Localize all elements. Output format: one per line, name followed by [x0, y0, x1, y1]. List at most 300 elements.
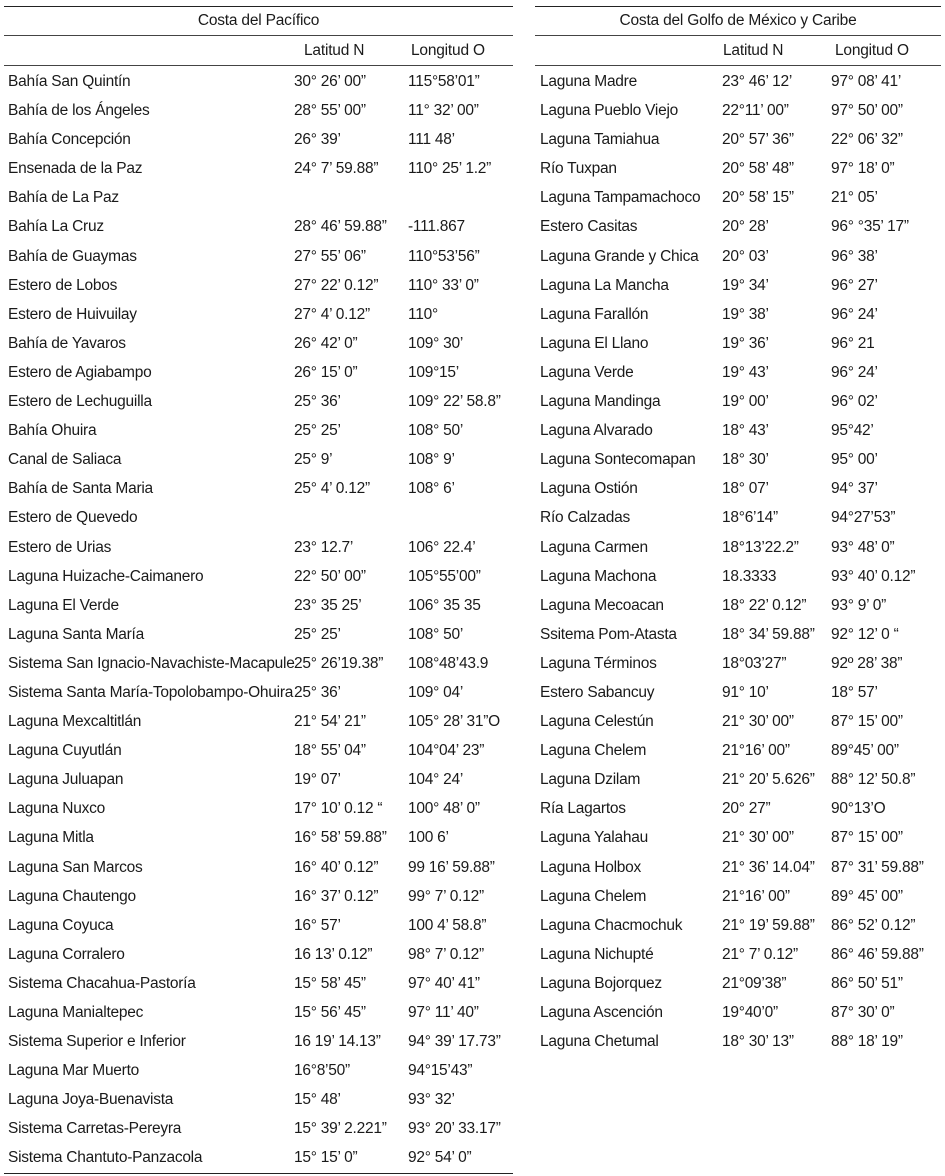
location-name: Ensenada de la Paz [8, 160, 143, 178]
latitude-cell: 20° 28’ [722, 218, 769, 236]
longitude-cell: 110°53’56” [408, 247, 480, 265]
longitude-cell: 108° 9’ [408, 451, 455, 469]
latitude-cell: 22°11’ 00” [722, 102, 789, 120]
longitude-cell: 110° 25’ 1.2” [408, 160, 492, 178]
latitude-cell: 19° 34’ [722, 276, 769, 294]
table-row [535, 67, 941, 96]
location-name: Laguna Tampamachoco [540, 189, 701, 207]
latitude-cell [292, 503, 408, 532]
gulf-rows [535, 67, 941, 1056]
longitude-cell: 109° 30’ [408, 334, 464, 352]
longitude-cell: 115°58’01” [408, 73, 480, 90]
table-row [535, 242, 941, 271]
longitude-cell: 104° 24’ [408, 771, 464, 789]
location-name: Sistema Santa María-Topolobampo-Ohuira [8, 683, 294, 701]
longitude-cell: 92° 12’ 0 “ [831, 625, 899, 643]
location-name: Bahía Concepción [8, 131, 131, 149]
location-name: Laguna Tamiahua [540, 131, 660, 149]
longitude-cell: 96° 27’ [831, 276, 878, 294]
longitude-cell: -111.867 [408, 218, 465, 236]
latitude-cell: 19°40’0” [722, 1004, 778, 1021]
location-name: Laguna Verde [540, 363, 634, 381]
location-name: Laguna Cuyutlán [8, 742, 122, 760]
location-name: Laguna Juluapan [8, 771, 124, 789]
location-name: Laguna Bojorquez [540, 974, 662, 992]
longitude-cell: 96° 24’ [831, 305, 878, 323]
latitude-cell: 23° 35 25’ [294, 596, 362, 614]
location-name: Laguna Mar Muerto [8, 1062, 140, 1080]
table-row [535, 911, 941, 940]
table-row [4, 823, 513, 852]
latitude-cell: 21°16’ 00” [722, 742, 790, 760]
table-row [4, 853, 513, 882]
latitude-cell: 18°03’27” [722, 654, 787, 672]
latitude-cell: 18° 55’ 04” [294, 742, 366, 760]
location-name: Canal de Saliaca [8, 451, 122, 469]
table-row [4, 125, 513, 154]
table-row [535, 212, 941, 241]
location-name: Sistema Superior e Inferior [8, 1033, 186, 1051]
location-name: Laguna Ascención [540, 1004, 663, 1021]
location-name: Bahía de Guaymas [8, 247, 137, 265]
latitude-cell: 22° 50’ 00” [294, 567, 366, 585]
latitude-cell: 21° 54’ 21” [294, 713, 366, 731]
latitude-cell: 19° 43’ [722, 363, 769, 381]
longitude-cell: 108°48’43.9 [408, 654, 489, 672]
latitude-cell: 15° 39’ 2.221” [294, 1120, 387, 1138]
table-row [535, 562, 941, 591]
location-name: Ssitema Pom-Atasta [540, 625, 677, 643]
location-name: Laguna Mexcaltitlán [8, 713, 142, 731]
longitude-cell: 100 4’ 58.8” [408, 916, 487, 934]
longitude-cell: 108° 50’ [408, 625, 464, 643]
longitude-cell: 108° 6’ [408, 480, 455, 498]
longitude-cell: 106° 35 35 [408, 596, 481, 614]
location-name: Bahía de Santa Maria [8, 480, 153, 498]
longitude-cell [408, 183, 513, 212]
header-latitude: Latitud N [723, 42, 784, 59]
latitude-cell: 18.3333 [722, 567, 777, 585]
location-name: Laguna Coyuca [8, 916, 114, 934]
table-row [4, 67, 513, 96]
latitude-cell: 16° 40’ 0.12” [294, 858, 379, 876]
location-name: Laguna Nuxco [8, 800, 105, 818]
table-row [4, 183, 513, 212]
header-name [535, 36, 717, 65]
longitude-cell: 93° 20’ 33.17” [408, 1120, 501, 1138]
latitude-cell: 21° 19’ 59.88” [722, 916, 815, 934]
longitude-cell: 87° 30’ 0” [831, 1004, 895, 1021]
table-row [535, 591, 941, 620]
latitude-cell: 27° 4’ 0.12” [294, 305, 370, 323]
table-row [535, 533, 941, 562]
longitude-cell: 105° 28’ 31”O [408, 713, 500, 731]
location-name: Estero de Lobos [8, 276, 118, 294]
latitude-cell: 16°8’50” [294, 1062, 350, 1080]
table-row [535, 183, 941, 212]
longitude-cell: 94°27’53” [831, 509, 896, 527]
longitude-cell: 11° 32’ 00” [408, 102, 479, 120]
latitude-cell: 30° 26’ 00” [294, 73, 366, 90]
location-name: Estero Casitas [540, 218, 638, 236]
location-name: Estero de Huivuilay [8, 305, 137, 323]
location-name: Laguna Ostión [540, 480, 638, 498]
latitude-cell: 20° 58’ 48” [722, 160, 794, 178]
longitude-cell: 97° 18’ 0” [831, 160, 895, 178]
latitude-cell: 16° 57’ [294, 916, 341, 934]
table-row [535, 649, 941, 678]
table-row [4, 503, 513, 532]
longitude-cell: 87° 15’ 00” [831, 829, 903, 847]
latitude-cell: 17° 10’ 0.12 “ [294, 800, 383, 818]
column-header-row [535, 36, 941, 65]
longitude-cell: 92° 54’ 0” [408, 1149, 472, 1167]
location-name: Bahía de Yavaros [8, 334, 126, 352]
longitude-cell: 18° 57’ [831, 683, 878, 701]
location-name: Bahía de La Paz [8, 189, 119, 207]
table-row [535, 1027, 941, 1056]
latitude-cell: 20° 58’ 15” [722, 189, 794, 207]
location-name: Bahía San Quintín [8, 73, 131, 90]
latitude-cell: 26° 15’ 0” [294, 363, 358, 381]
latitude-cell: 19° 38’ [722, 305, 769, 323]
table-row [4, 474, 513, 503]
longitude-cell: 87° 31’ 59.88” [831, 858, 924, 876]
table-row [535, 736, 941, 765]
table-row [535, 707, 941, 736]
location-name: Laguna El Verde [8, 596, 119, 614]
latitude-cell: 18°13’22.2” [722, 538, 799, 556]
location-name: Laguna Mitla [8, 829, 94, 847]
pacific-coast-table [4, 6, 513, 1174]
longitude-cell: 109°15’ [408, 363, 459, 381]
gulf-caribbean-table [535, 6, 941, 1056]
longitude-cell: 93° 32’ [408, 1091, 455, 1109]
table-row [535, 794, 941, 823]
location-name: Laguna Celestún [540, 713, 654, 731]
location-name: Laguna Joya-Buenavista [8, 1091, 174, 1109]
table-row [535, 969, 941, 998]
table-row [4, 154, 513, 183]
longitude-cell: 86° 52’ 0.12” [831, 916, 916, 934]
table-row [4, 562, 513, 591]
latitude-cell: 18° 22’ 0.12” [722, 596, 807, 614]
location-name: Bahía de los Ángeles [8, 102, 150, 120]
longitude-cell: 97° 50’ 00” [831, 102, 903, 120]
location-name: Estero de Agiabampo [8, 363, 152, 381]
table-row [535, 882, 941, 911]
table-row [4, 591, 513, 620]
header-longitude: Longitud O [411, 42, 485, 59]
table-row [4, 329, 513, 358]
location-name: Laguna Madre [540, 73, 637, 90]
longitude-cell: 109° 04’ [408, 683, 464, 701]
table-row [535, 678, 941, 707]
longitude-cell: 96° 24’ [831, 363, 878, 381]
location-name: Estero Sabancuy [540, 683, 655, 701]
header-latitude: Latitud N [304, 42, 365, 59]
longitude-cell: 94°15’43” [408, 1062, 473, 1080]
table-row [4, 416, 513, 445]
table-row [535, 445, 941, 474]
latitude-cell: 18° 07’ [722, 480, 769, 498]
latitude-cell: 21° 30’ 00” [722, 713, 794, 731]
column-header-row [4, 36, 513, 65]
latitude-cell: 16 19’ 14.13” [294, 1033, 381, 1051]
table-row [535, 387, 941, 416]
latitude-cell: 18° 34’ 59.88” [722, 625, 815, 643]
location-name: Laguna Santa María [8, 625, 144, 643]
latitude-cell: 27° 22’ 0.12” [294, 276, 379, 294]
location-name: Laguna Dzilam [540, 771, 641, 789]
longitude-cell: 93° 9’ 0” [831, 596, 887, 614]
table-row [4, 533, 513, 562]
latitude-cell: 25° 4’ 0.12” [294, 480, 370, 498]
location-name: Laguna Pueblo Viejo [540, 102, 679, 120]
latitude-cell: 15° 48’ [294, 1091, 341, 1109]
latitude-cell: 20° 57’ 36” [722, 131, 794, 149]
pacific-rows [4, 67, 513, 1173]
longitude-cell [408, 503, 513, 532]
table-row [535, 154, 941, 183]
location-name: Bahía Ohuira [8, 422, 97, 440]
latitude-cell: 26° 39’ [294, 131, 341, 149]
longitude-cell: 89° 45’ 00” [831, 887, 903, 905]
location-name: Sistema San Ignacio-Navachiste-Macapule [8, 654, 295, 672]
table-row [4, 969, 513, 998]
location-name: Laguna Chetumal [540, 1033, 659, 1051]
location-name: Laguna Grande y Chica [540, 247, 699, 265]
location-name: Laguna Nichupté [540, 945, 654, 963]
table-row [535, 620, 941, 649]
latitude-cell: 27° 55’ 06” [294, 247, 366, 265]
longitude-cell: 97° 08’ 41’ [831, 73, 902, 90]
table-row [4, 212, 513, 241]
table-row [4, 358, 513, 387]
location-name: Laguna La Mancha [540, 276, 669, 294]
location-name: Laguna Machona [540, 567, 657, 585]
table-row [535, 329, 941, 358]
location-name: Ría Lagartos [540, 800, 626, 818]
table-row [535, 358, 941, 387]
table-row [4, 940, 513, 969]
location-name: Estero de Quevedo [8, 509, 138, 527]
latitude-cell: 18°6’14” [722, 509, 778, 527]
latitude-cell: 15° 15’ 0” [294, 1149, 358, 1167]
longitude-cell: 100 6’ [408, 829, 449, 847]
latitude-cell: 25° 9’ [294, 451, 333, 469]
location-name: Laguna Holbox [540, 858, 642, 876]
longitude-cell: 96° 38’ [831, 247, 878, 265]
latitude-cell: 23° 12.7’ [294, 538, 354, 556]
latitude-cell: 18° 43’ [722, 422, 769, 440]
table-row [4, 1027, 513, 1056]
latitude-cell: 28° 46’ 59.88” [294, 218, 387, 236]
longitude-cell: 86° 46’ 59.88” [831, 945, 924, 963]
longitude-cell: 105°55’00” [408, 567, 481, 585]
longitude-cell: 21° 05’ [831, 189, 878, 207]
table-row [4, 242, 513, 271]
longitude-cell: 96° 02’ [831, 393, 878, 411]
table-row [4, 649, 513, 678]
longitude-cell: 95°42’ [831, 422, 874, 440]
section-title: Costa del Golfo de México y Caribe [619, 12, 857, 29]
latitude-cell: 21° 30’ 00” [722, 829, 794, 847]
latitude-cell: 18° 30’ 13” [722, 1033, 794, 1051]
latitude-cell: 19° 00’ [722, 393, 769, 411]
location-name: Laguna Sontecomapan [540, 451, 696, 469]
location-name: Río Tuxpan [540, 160, 617, 178]
location-name: Laguna El Llano [540, 334, 649, 352]
longitude-cell: 86° 50’ 51” [831, 974, 903, 992]
table-row [4, 765, 513, 794]
table-row [4, 911, 513, 940]
longitude-cell: 89°45’ 00” [831, 742, 899, 760]
longitude-cell: 98° 7’ 0.12” [408, 945, 484, 963]
longitude-cell: 90°13’O [831, 800, 886, 818]
table-row [4, 1114, 513, 1143]
table-row [535, 96, 941, 125]
table-row [535, 853, 941, 882]
longitude-cell: 96° °35’ 17” [831, 218, 909, 236]
longitude-cell: 22° 06’ 32” [831, 131, 903, 149]
location-name: Laguna Carmen [540, 538, 648, 556]
latitude-cell: 15° 56’ 45” [294, 1004, 366, 1021]
location-name: Laguna San Marcos [8, 858, 143, 876]
location-name: Río Calzadas [540, 509, 631, 527]
longitude-cell: 87° 15’ 00” [831, 713, 903, 731]
table-row [535, 823, 941, 852]
location-name: Laguna Farallón [540, 305, 649, 323]
table-row [535, 300, 941, 329]
table-row [535, 125, 941, 154]
table-row [535, 998, 941, 1027]
location-name: Laguna Chelem [540, 742, 647, 760]
latitude-cell: 28° 55’ 00” [294, 102, 366, 120]
table-row [4, 1056, 513, 1085]
latitude-cell: 16 13’ 0.12” [294, 945, 373, 963]
longitude-cell: 95° 00’ [831, 451, 878, 469]
table-row [535, 271, 941, 300]
table-row [4, 1143, 513, 1172]
table-row [4, 882, 513, 911]
latitude-cell: 21°16’ 00” [722, 887, 790, 905]
latitude-cell: 91° 10’ [722, 683, 769, 701]
longitude-cell: 93° 48’ 0” [831, 538, 895, 556]
latitude-cell: 15° 58’ 45” [294, 974, 366, 992]
longitude-cell: 92º 28’ 38” [831, 654, 903, 672]
table-row [4, 678, 513, 707]
location-name: Sistema Carretas-Pereyra [8, 1120, 182, 1138]
section-title: Costa del Pacífico [197, 12, 320, 29]
location-name: Laguna Corralero [8, 945, 125, 963]
longitude-cell: 88° 12’ 50.8” [831, 771, 916, 789]
bottom-rule [4, 1173, 513, 1174]
latitude-cell: 25° 36’ [294, 683, 341, 701]
latitude-cell: 21° 36’ 14.04” [722, 858, 815, 876]
location-name: Sistema Chacahua-Pastoría [8, 974, 196, 992]
location-name: Estero de Urias [8, 538, 112, 556]
latitude-cell: 24° 7’ 59.88” [294, 160, 379, 178]
latitude-cell: 16° 58’ 59.88” [294, 829, 387, 847]
table-row [535, 940, 941, 969]
longitude-cell: 94° 39’ 17.73” [408, 1033, 501, 1051]
longitude-cell: 99° 7’ 0.12” [408, 887, 484, 905]
location-name: Laguna Yalahau [540, 829, 648, 847]
location-name: Laguna Mandinga [540, 393, 661, 411]
longitude-cell: 109° 22’ 58.8” [408, 393, 501, 411]
location-name: Laguna Chelem [540, 887, 647, 905]
header-rule [4, 65, 513, 66]
table-row [535, 765, 941, 794]
longitude-cell: 106° 22.4’ [408, 538, 476, 556]
longitude-cell: 96° 21 [831, 334, 875, 352]
location-name: Laguna Chacmochuk [540, 916, 683, 934]
longitude-cell: 100° 48’ 0” [408, 800, 480, 818]
longitude-cell: 104°04’ 23” [408, 742, 485, 760]
latitude-cell: 25° 25’ [294, 422, 341, 440]
longitude-cell: 93° 40’ 0.12” [831, 567, 916, 585]
header-name [4, 36, 292, 65]
latitude-cell: 21° 20’ 5.626” [722, 771, 815, 789]
location-name: Estero de Lechuguilla [8, 393, 152, 411]
latitude-cell: 25° 26’19.38” [294, 654, 384, 672]
location-name: Laguna Chautengo [8, 887, 136, 905]
header-longitude: Longitud O [835, 42, 909, 59]
location-name: Laguna Alvarado [540, 422, 653, 440]
longitude-cell: 111 48’ [408, 131, 455, 149]
table-row [4, 300, 513, 329]
table-row [4, 620, 513, 649]
latitude-cell: 19° 36’ [722, 334, 769, 352]
latitude-cell: 18° 30’ [722, 451, 769, 469]
location-name: Sistema Chantuto-Panzacola [8, 1149, 203, 1167]
latitude-cell: 20° 03’ [722, 247, 769, 265]
table-row [4, 445, 513, 474]
latitude-cell: 20° 27” [722, 800, 771, 818]
table-row [4, 271, 513, 300]
header-rule [535, 65, 941, 66]
latitude-cell: 25° 36’ [294, 393, 341, 411]
table-row [4, 1085, 513, 1114]
latitude-cell: 26° 42’ 0” [294, 334, 358, 352]
table-row [4, 387, 513, 416]
latitude-cell [292, 183, 408, 212]
latitude-cell: 23° 46’ 12’ [722, 73, 793, 90]
longitude-cell: 110° 33’ 0” [408, 276, 479, 294]
longitude-cell: 94° 37’ [831, 480, 878, 498]
location-name: Laguna Mecoacan [540, 596, 664, 614]
location-name: Laguna Huizache-Caimanero [8, 567, 204, 585]
latitude-cell: 21° 7’ 0.12” [722, 945, 798, 963]
latitude-cell: 21°09’38” [722, 974, 787, 992]
location-name: Bahía La Cruz [8, 218, 104, 236]
location-name: Laguna Manialtepec [8, 1004, 144, 1021]
longitude-cell: 108° 50’ [408, 422, 464, 440]
table-row [535, 416, 941, 445]
table-row [4, 736, 513, 765]
table-row [4, 707, 513, 736]
table-row [4, 96, 513, 125]
latitude-cell: 16° 37’ 0.12” [294, 887, 379, 905]
longitude-cell: 97° 11’ 40” [408, 1004, 479, 1021]
longitude-cell: 97° 40’ 41” [408, 974, 480, 992]
longitude-cell: 88° 18’ 19” [831, 1033, 903, 1051]
longitude-cell: 99 16’ 59.88” [408, 858, 495, 876]
longitude-cell: 110° [408, 305, 438, 323]
table-row [535, 503, 941, 532]
table-row [4, 794, 513, 823]
